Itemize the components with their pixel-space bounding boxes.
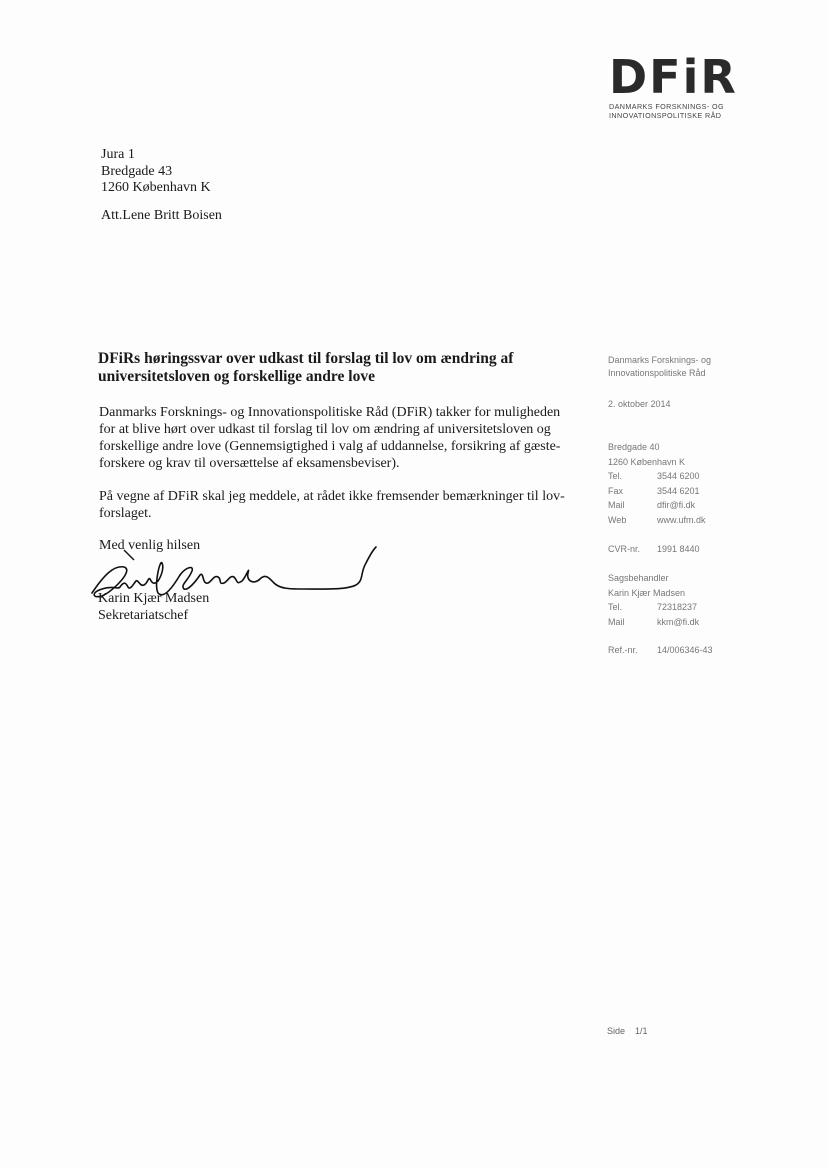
sidebar-cvr-value: 1991 8440 (657, 544, 700, 554)
page-indicator (607, 1026, 648, 1036)
sidebar-case-mail-label: Mail (608, 616, 625, 627)
sidebar-date: 2. oktober 2014 (608, 399, 671, 409)
sidebar-case-mail-value[interactable]: kkm@fi.dk (657, 616, 700, 627)
sidebar-mail-row (608, 498, 706, 513)
signer-title: Sekretariatschef (98, 608, 189, 623)
letter-paragraph-1: Danmarks Forsknings- og Innovationspolitiske Råd (DFiR) takker for muligheden for at blive hørt over udkast til forslag til lov om ændring af universitetsloven og forskellige andre love (Gennemsigtighed i valg af uddannelse, forsikring af gæste-forskere og krav til oversættelse af eksamensbeviser). (99, 405, 561, 471)
sidebar-ref-label: Ref.-nr. (608, 645, 638, 655)
recipient-attention: Att.Lene Britt Boisen (101, 208, 222, 223)
sidebar-city: 1260 København K (608, 456, 686, 467)
sidebar-org-line2: Innovationspolitiske Råd (608, 368, 706, 378)
sidebar-ref-value: 14/006346-43 (657, 645, 713, 655)
sidebar-case-tel-value: 72318237 (657, 602, 698, 612)
letter-heading: DFiRs høringssvar over udkast til forslag til lov om ændring af universitetsloven og forskellige andre love (98, 350, 514, 385)
signer-block (98, 590, 209, 624)
sidebar-case-tel-row (608, 600, 699, 615)
sidebar-case-name: Karin Kjær Madsen (608, 587, 686, 598)
sidebar-mail-label: Mail (608, 500, 625, 510)
sidebar-contact (608, 440, 706, 527)
logo-subtitle-line1: DANMARKS FORSKNINGS- OG (609, 102, 725, 111)
recipient-address (101, 147, 211, 197)
sidebar-org-line1: Danmarks Forsknings- og (608, 355, 712, 365)
sidebar-reference (608, 643, 713, 658)
letter-closing: Med venlig hilsen (99, 538, 201, 553)
recipient-line1: Jura 1 (101, 147, 135, 162)
sidebar-cvr-row (608, 542, 700, 557)
recipient-line2: Bredgade 43 (101, 163, 173, 179)
page-value: 1/1 (635, 1026, 648, 1036)
page-label: Side (607, 1026, 626, 1036)
sidebar-web-value[interactable]: www.ufm.dk (657, 514, 706, 525)
sidebar-tel-value: 3544 6200 (657, 471, 700, 481)
sidebar-ref-row (608, 643, 713, 658)
logo-wordmark: DFiR (609, 50, 738, 104)
sidebar-fax-label: Fax (608, 485, 624, 496)
sidebar-mail-value[interactable]: dfir@fi.dk (657, 500, 696, 510)
sidebar-case-tel-label: Tel. (608, 602, 623, 612)
sidebar-organization (608, 354, 711, 380)
sidebar-fax-value: 3544 6201 (657, 485, 700, 496)
dfir-logo (609, 50, 738, 120)
sidebar-web-label: Web (608, 514, 627, 525)
logo-subtitle-line2: INNOVATIONSPOLITISKE RÅD (609, 111, 722, 120)
sidebar-cvr-label: CVR-nr. (608, 544, 641, 554)
sidebar-tel-label: Tel. (608, 471, 623, 481)
sidebar-case-handler (608, 571, 699, 629)
sidebar-fax-row (608, 484, 706, 499)
sidebar-case-mail-row (608, 615, 699, 630)
sidebar-case-title: Sagsbehandler (608, 573, 669, 583)
signer-name: Karin Kjær Madsen (98, 591, 210, 606)
sidebar-tel-row (608, 469, 706, 484)
sidebar-street: Bredgade 40 (608, 442, 660, 452)
recipient-line3: 1260 København K (101, 180, 211, 195)
sidebar-web-row (608, 513, 706, 528)
letter-paragraph-2: På vegne af DFiR skal jeg meddele, at rådet ikke fremsender bemærkninger til lov-forslaget. (99, 489, 565, 521)
sidebar-cvr (608, 542, 700, 557)
